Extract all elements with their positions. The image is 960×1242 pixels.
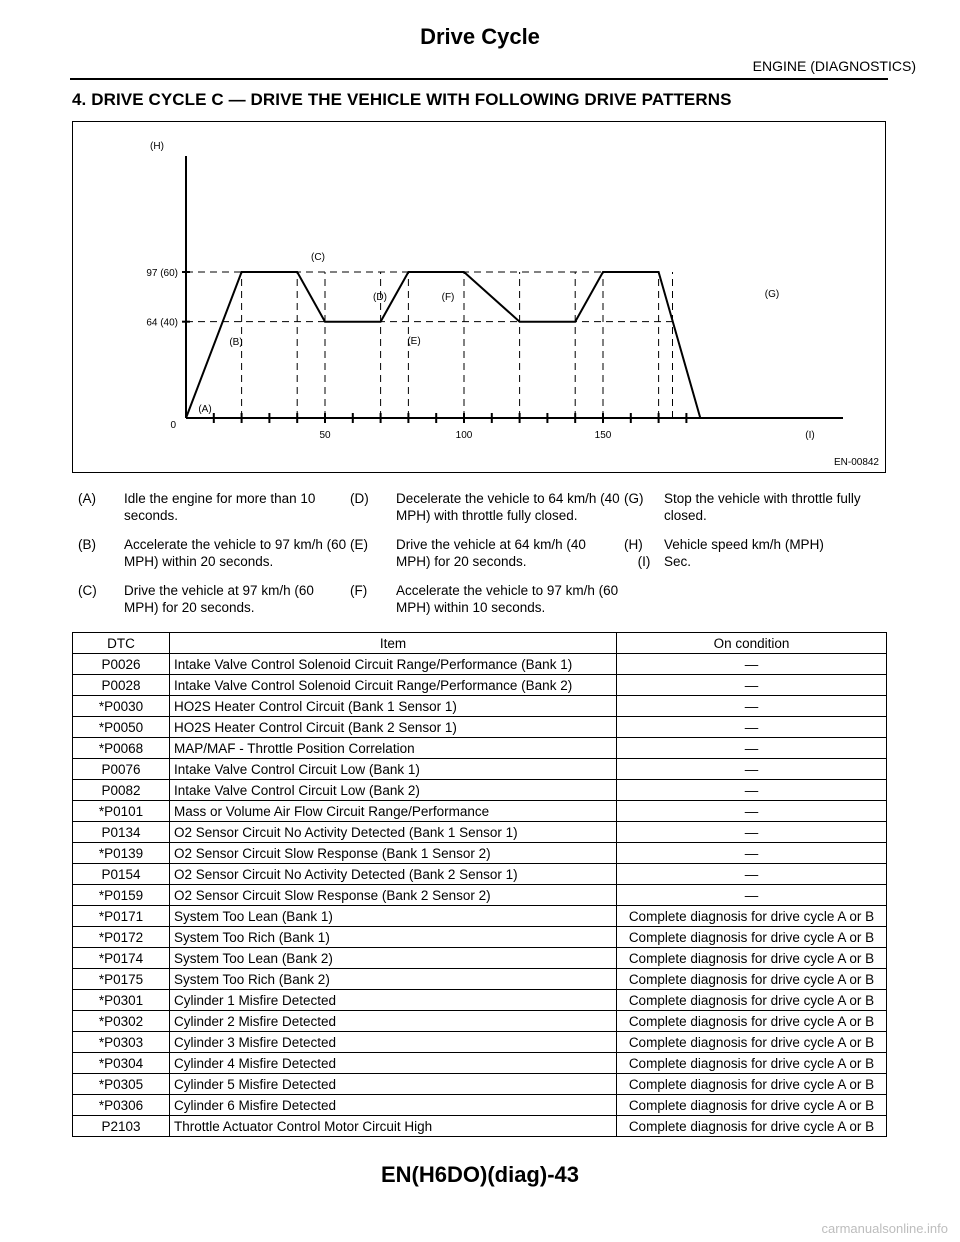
dtc-condition: Complete diagnosis for drive cycle A or B xyxy=(617,1074,887,1095)
legend-column-1 xyxy=(78,490,350,628)
dtc-item: O2 Sensor Circuit Slow Response (Bank 2 Sensor 2) xyxy=(170,885,617,906)
dtc-item: System Too Lean (Bank 2) xyxy=(170,948,617,969)
dtc-condition: — xyxy=(617,885,887,906)
table-row xyxy=(73,759,887,780)
y-tick-label: 0 xyxy=(170,420,176,431)
table-row xyxy=(73,717,887,738)
legend-item: (H) Vehicle speed km/h (MPH) xyxy=(624,537,824,552)
label-d: (D) xyxy=(373,292,387,303)
dtc-code: *P0305 xyxy=(73,1074,170,1095)
dtc-code: *P0159 xyxy=(73,885,170,906)
dtc-code: *P0172 xyxy=(73,927,170,948)
dtc-code: P0026 xyxy=(73,654,170,675)
dtc-item: HO2S Heater Control Circuit (Bank 1 Sensor 1) xyxy=(170,696,617,717)
dtc-item: O2 Sensor Circuit No Activity Detected (Bank 2 Sensor 1) xyxy=(170,864,617,885)
table-row xyxy=(73,906,887,927)
legend-item: (I) Sec. xyxy=(637,554,692,569)
dtc-item: Cylinder 5 Misfire Detected xyxy=(170,1074,617,1095)
page-number: EN(H6DO)(diag)-43 xyxy=(380,1162,579,1187)
dtc-condition: — xyxy=(617,717,887,738)
dtc-item: System Too Rich (Bank 1) xyxy=(170,927,617,948)
table-row xyxy=(73,948,887,969)
dtc-code: P0154 xyxy=(73,864,170,885)
legend-column-2 xyxy=(350,490,620,628)
dtc-code: P0082 xyxy=(73,780,170,801)
label-e: (E) xyxy=(407,336,421,347)
legend-column-3 xyxy=(624,490,886,582)
dtc-code: P0076 xyxy=(73,759,170,780)
legend-item: (C) Drive the vehicle at 97 km/h (60 MPH) for 20 seconds. xyxy=(78,583,314,615)
dtc-code: *P0304 xyxy=(73,1053,170,1074)
dtc-item: Intake Valve Control Solenoid Circuit Range/Performance (Bank 2) xyxy=(170,675,617,696)
dtc-code: P0028 xyxy=(73,675,170,696)
dtc-condition: Complete diagnosis for drive cycle A or B xyxy=(617,969,887,990)
dtc-item: Intake Valve Control Solenoid Circuit Range/Performance (Bank 1) xyxy=(170,654,617,675)
table-row xyxy=(73,654,887,675)
table-row xyxy=(73,864,887,885)
table-row xyxy=(73,927,887,948)
dtc-item: Intake Valve Control Circuit Low (Bank 1) xyxy=(170,759,617,780)
dtc-item: Cylinder 4 Misfire Detected xyxy=(170,1053,617,1074)
x-tick-label: 150 xyxy=(594,430,612,441)
dtc-code: *P0175 xyxy=(73,969,170,990)
table-row xyxy=(73,1116,887,1137)
dtc-item: Cylinder 3 Misfire Detected xyxy=(170,1032,617,1053)
dtc-item: System Too Lean (Bank 1) xyxy=(170,906,617,927)
dtc-condition: — xyxy=(617,675,887,696)
dtc-condition: Complete diagnosis for drive cycle A or B xyxy=(617,1032,887,1053)
legend-item: (E) Drive the vehicle at 64 km/h (40 MPH) for 20 seconds. xyxy=(350,537,586,569)
dtc-item: O2 Sensor Circuit No Activity Detected (Bank 1 Sensor 1) xyxy=(170,822,617,843)
page-title: Drive Cycle xyxy=(420,24,540,49)
table-row xyxy=(73,990,887,1011)
dtc-condition: Complete diagnosis for drive cycle A or B xyxy=(617,1011,887,1032)
table-row xyxy=(73,885,887,906)
dtc-condition: Complete diagnosis for drive cycle A or B xyxy=(617,1116,887,1137)
table-row xyxy=(73,969,887,990)
x-tick-label: 100 xyxy=(455,430,473,441)
table-row xyxy=(73,1053,887,1074)
dtc-code: *P0050 xyxy=(73,717,170,738)
dtc-condition: — xyxy=(617,738,887,759)
dtc-code: *P0174 xyxy=(73,948,170,969)
dtc-table xyxy=(72,632,887,1137)
dtc-item: MAP/MAF - Throttle Position Correlation xyxy=(170,738,617,759)
table-row xyxy=(73,1074,887,1095)
table-row xyxy=(73,822,887,843)
dtc-code: *P0030 xyxy=(73,696,170,717)
y-tick-label: 64 (40) xyxy=(146,317,178,329)
dtc-condition: Complete diagnosis for drive cycle A or B xyxy=(617,927,887,948)
label-h: (H) xyxy=(150,141,164,152)
table-header-row xyxy=(73,633,887,654)
figure-id: EN-00842 xyxy=(833,457,879,468)
dtc-item: Throttle Actuator Control Motor Circuit High xyxy=(170,1116,617,1137)
dtc-item: Cylinder 2 Misfire Detected xyxy=(170,1011,617,1032)
x-tick-label: 50 xyxy=(319,430,331,441)
dtc-condition: — xyxy=(617,864,887,885)
legend-item: (A) Idle the engine for more than 10 seconds. xyxy=(78,491,316,523)
legend-item: (G) Stop the vehicle with throttle fully closed. xyxy=(624,491,861,523)
section-label: ENGINE (DIAGNOSTICS) xyxy=(752,58,916,74)
dtc-condition: — xyxy=(617,654,887,675)
table-row xyxy=(73,801,887,822)
dtc-condition: Complete diagnosis for drive cycle A or B xyxy=(617,1095,887,1116)
label-i: (I) xyxy=(805,430,815,441)
dtc-code: *P0301 xyxy=(73,990,170,1011)
dtc-code: *P0303 xyxy=(73,1032,170,1053)
label-f: (F) xyxy=(441,292,455,303)
dtc-code: P0134 xyxy=(73,822,170,843)
watermark: carmanualsonline.info xyxy=(821,1221,948,1236)
dtc-code: *P0302 xyxy=(73,1011,170,1032)
label-a: (A) xyxy=(198,404,212,415)
y-tick-label: 97 (60) xyxy=(146,268,178,280)
dtc-item: Cylinder 6 Misfire Detected xyxy=(170,1095,617,1116)
table-row xyxy=(73,696,887,717)
dtc-condition: — xyxy=(617,696,887,717)
drive-cycle-chart xyxy=(73,122,887,474)
label-g: (G) xyxy=(764,289,780,300)
dtc-code: *P0306 xyxy=(73,1095,170,1116)
column-header-dtc: DTC xyxy=(73,633,170,654)
legend-item: (D) Decelerate the vehicle to 64 km/h (40 MPH) with throttle fully closed. xyxy=(350,491,620,523)
dtc-condition: Complete diagnosis for drive cycle A or B xyxy=(617,990,887,1011)
dtc-condition: Complete diagnosis for drive cycle A or B xyxy=(617,906,887,927)
column-header-item: Item xyxy=(170,633,617,654)
label-b: (B) xyxy=(229,337,243,348)
header-divider xyxy=(70,78,888,80)
table-row xyxy=(73,738,887,759)
dtc-code: *P0139 xyxy=(73,843,170,864)
dtc-item: Mass or Volume Air Flow Circuit Range/Performance xyxy=(170,801,617,822)
table-row xyxy=(73,780,887,801)
dtc-code: P2103 xyxy=(73,1116,170,1137)
table-row xyxy=(73,1011,887,1032)
column-header-condition: On condition xyxy=(617,633,887,654)
dtc-condition: — xyxy=(617,822,887,843)
dtc-item: O2 Sensor Circuit Slow Response (Bank 1 Sensor 2) xyxy=(170,843,617,864)
table-row xyxy=(73,1032,887,1053)
dtc-item: Intake Valve Control Circuit Low (Bank 2) xyxy=(170,780,617,801)
dtc-item: System Too Rich (Bank 2) xyxy=(170,969,617,990)
dtc-code: *P0171 xyxy=(73,906,170,927)
label-c: (C) xyxy=(311,252,325,263)
dtc-condition: — xyxy=(617,843,887,864)
dtc-condition: — xyxy=(617,780,887,801)
table-row xyxy=(73,843,887,864)
legend-item: (F) Accelerate the vehicle to 97 km/h (60 MPH) within 10 seconds. xyxy=(350,583,619,615)
table-row xyxy=(73,1095,887,1116)
drive-cycle-figure xyxy=(72,121,886,473)
dtc-item: HO2S Heater Control Circuit (Bank 2 Sensor 1) xyxy=(170,717,617,738)
dtc-condition: Complete diagnosis for drive cycle A or B xyxy=(617,1053,887,1074)
dtc-condition: — xyxy=(617,759,887,780)
dtc-code: *P0101 xyxy=(73,801,170,822)
table-row xyxy=(73,675,887,696)
section-heading: 4. DRIVE CYCLE C — DRIVE THE VEHICLE WITH FOLLOWING DRIVE PATTERNS xyxy=(72,90,732,109)
legend-item: (B) Accelerate the vehicle to 97 km/h (60 MPH) within 20 seconds. xyxy=(78,537,347,569)
dtc-code: *P0068 xyxy=(73,738,170,759)
dtc-condition: — xyxy=(617,801,887,822)
dtc-item: Cylinder 1 Misfire Detected xyxy=(170,990,617,1011)
dtc-condition: Complete diagnosis for drive cycle A or B xyxy=(617,948,887,969)
